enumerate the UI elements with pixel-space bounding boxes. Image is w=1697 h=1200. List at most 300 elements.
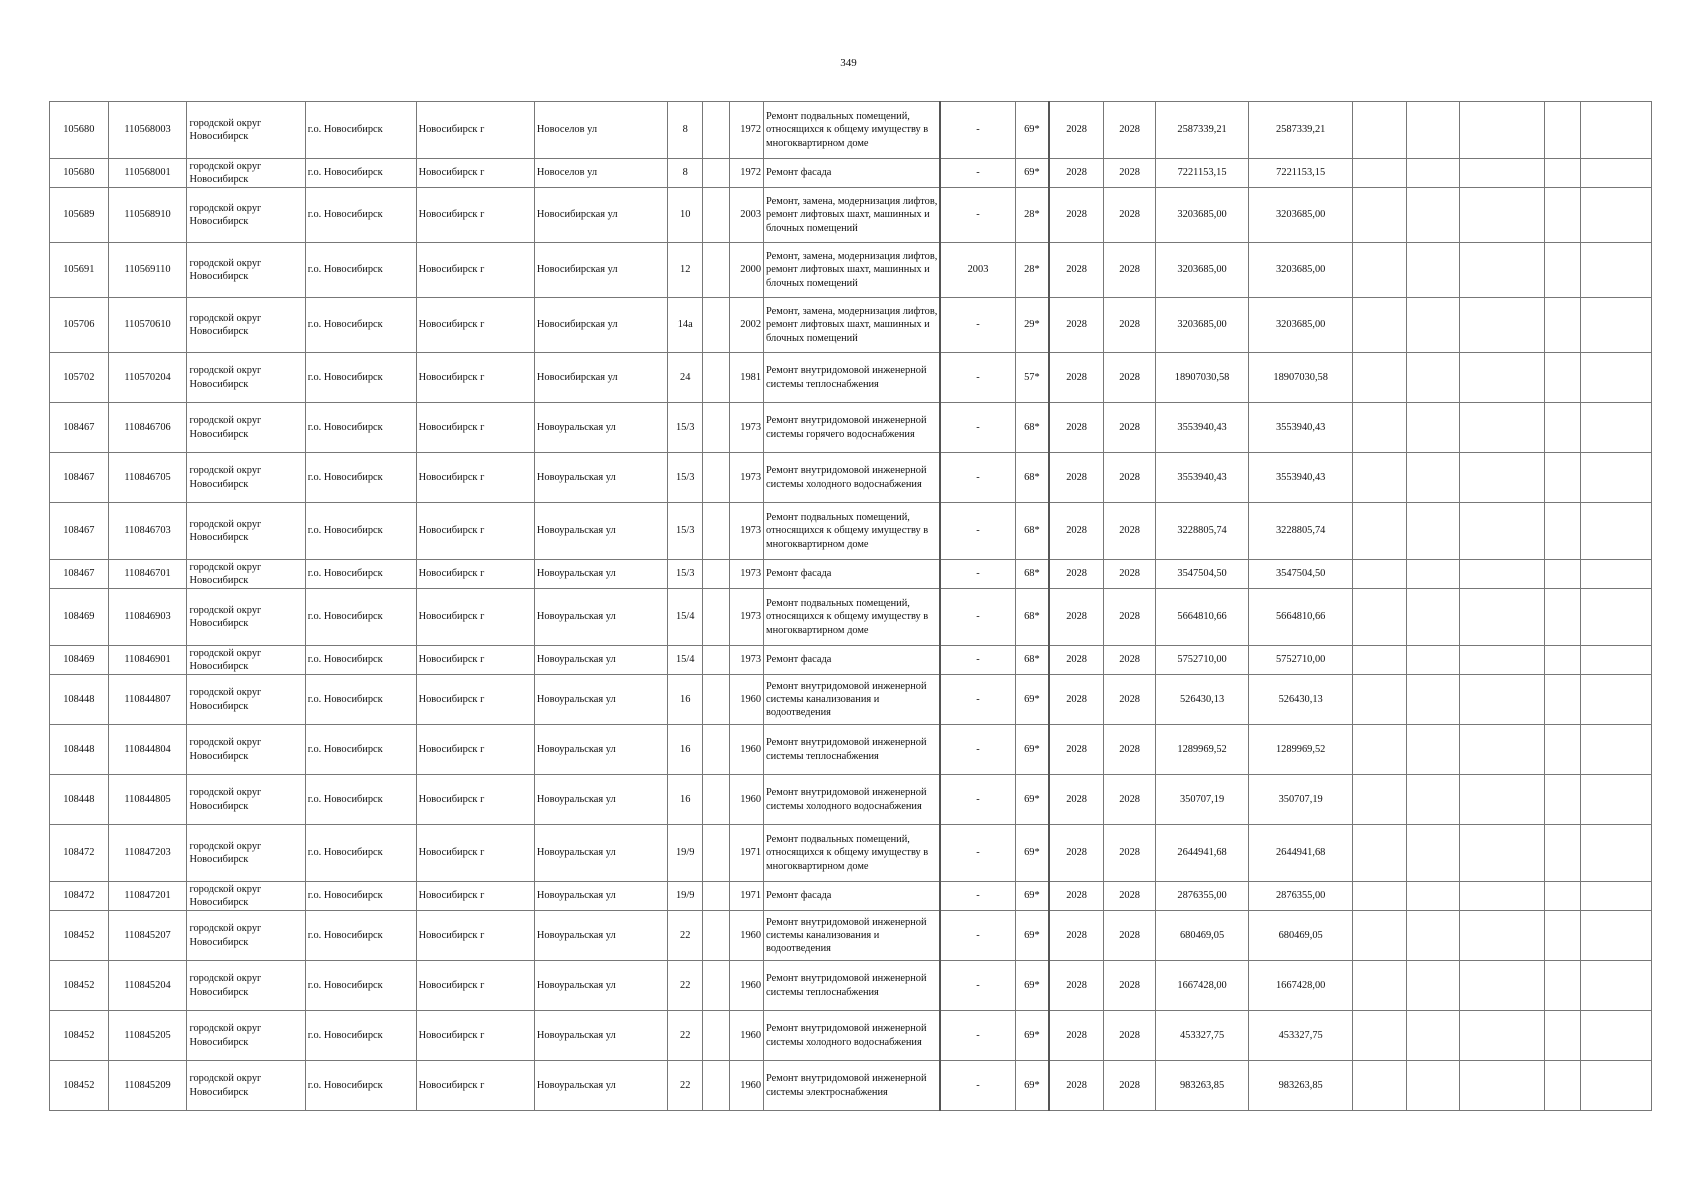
- previous-repair-year: -: [940, 911, 1015, 961]
- wear-percent: 57*: [1015, 353, 1049, 403]
- row-code: 110845205: [108, 1011, 187, 1061]
- build-year: 1972: [729, 159, 763, 188]
- cost-total: 1667428,00: [1156, 961, 1249, 1011]
- empty-cell: [1406, 353, 1459, 403]
- work-type: Ремонт подвальных помещений, относящихся к общему имуществу в многоквартирном доме: [764, 825, 941, 882]
- empty-cell: [1406, 453, 1459, 503]
- previous-repair-year: -: [940, 159, 1015, 188]
- cost-fund: 453327,75: [1248, 1011, 1352, 1061]
- empty-cell: [1353, 725, 1406, 775]
- empty-cell: [1545, 646, 1581, 675]
- house-number: 16: [668, 725, 703, 775]
- cost-total: 3553940,43: [1156, 403, 1249, 453]
- empty-cell: [1545, 882, 1581, 911]
- empty-cell: [1406, 725, 1459, 775]
- wear-percent: 69*: [1015, 725, 1049, 775]
- street: Новосибирская ул: [534, 353, 667, 403]
- row-code: 110568003: [108, 102, 187, 159]
- previous-repair-year: -: [940, 353, 1015, 403]
- house-number: 19/9: [668, 825, 703, 882]
- table-row: [50, 503, 1652, 560]
- plan-year-start: 2028: [1049, 102, 1103, 159]
- previous-repair-year: -: [940, 403, 1015, 453]
- row-id: 108467: [50, 503, 109, 560]
- district: г.о. Новосибирск: [305, 825, 416, 882]
- build-year: 1972: [729, 102, 763, 159]
- table-row: [50, 102, 1652, 159]
- build-year: 1973: [729, 453, 763, 503]
- cost-total: 983263,85: [1156, 1061, 1249, 1111]
- row-id: 108452: [50, 911, 109, 961]
- previous-repair-year: -: [940, 961, 1015, 1011]
- cost-fund: 3203685,00: [1248, 298, 1352, 353]
- table-row: [50, 353, 1652, 403]
- plan-year-end: 2028: [1104, 961, 1156, 1011]
- wear-percent: 69*: [1015, 825, 1049, 882]
- wear-percent: 69*: [1015, 159, 1049, 188]
- row-id: 105691: [50, 243, 109, 298]
- work-type: Ремонт внутридомовой инженерной системы электроснабжения: [764, 1061, 941, 1111]
- municipality: городской округ Новосибирск: [187, 1061, 305, 1111]
- row-id: 105680: [50, 102, 109, 159]
- empty-cell: [1406, 882, 1459, 911]
- cost-fund: 2644941,68: [1248, 825, 1352, 882]
- empty-cell: [1581, 560, 1652, 589]
- wear-percent: 68*: [1015, 646, 1049, 675]
- street: Новоуральская ул: [534, 560, 667, 589]
- work-type: Ремонт внутридомовой инженерной системы теплоснабжения: [764, 725, 941, 775]
- previous-repair-year: -: [940, 882, 1015, 911]
- cost-fund: 7221153,15: [1248, 159, 1352, 188]
- row-code: 110845204: [108, 961, 187, 1011]
- work-type: Ремонт фасада: [764, 159, 941, 188]
- empty-cell: [1406, 646, 1459, 675]
- empty-cell: [1581, 775, 1652, 825]
- house-letter: [703, 403, 730, 453]
- municipality: городской округ Новосибирск: [187, 1011, 305, 1061]
- house-number: 22: [668, 961, 703, 1011]
- cost-fund: 3547504,50: [1248, 560, 1352, 589]
- row-code: 110568001: [108, 159, 187, 188]
- plan-year-start: 2028: [1049, 675, 1103, 725]
- city: Новосибирск г: [416, 102, 534, 159]
- municipality: городской округ Новосибирск: [187, 725, 305, 775]
- empty-cell: [1581, 882, 1652, 911]
- work-type: Ремонт, замена, модернизация лифтов, ремонт лифтовых шахт, машинных и блочных помещений: [764, 188, 941, 243]
- empty-cell: [1406, 589, 1459, 646]
- row-code: 110847201: [108, 882, 187, 911]
- row-code: 110569110: [108, 243, 187, 298]
- empty-cell: [1581, 403, 1652, 453]
- previous-repair-year: -: [940, 503, 1015, 560]
- municipality: городской округ Новосибирск: [187, 243, 305, 298]
- wear-percent: 69*: [1015, 1011, 1049, 1061]
- build-year: 1960: [729, 725, 763, 775]
- street: Новоуральская ул: [534, 646, 667, 675]
- build-year: 1960: [729, 1061, 763, 1111]
- row-code: 110846705: [108, 453, 187, 503]
- district: г.о. Новосибирск: [305, 453, 416, 503]
- wear-percent: 68*: [1015, 403, 1049, 453]
- empty-cell: [1545, 243, 1581, 298]
- build-year: 2003: [729, 188, 763, 243]
- table-row: [50, 243, 1652, 298]
- plan-year-start: 2028: [1049, 298, 1103, 353]
- table-row: [50, 646, 1652, 675]
- city: Новосибирск г: [416, 188, 534, 243]
- table-row: [50, 825, 1652, 882]
- city: Новосибирск г: [416, 825, 534, 882]
- table-row: [50, 1011, 1652, 1061]
- plan-year-end: 2028: [1104, 675, 1156, 725]
- row-id: 108469: [50, 646, 109, 675]
- empty-cell: [1353, 589, 1406, 646]
- table-row: [50, 298, 1652, 353]
- house-letter: [703, 911, 730, 961]
- street: Новоуральская ул: [534, 961, 667, 1011]
- wear-percent: 69*: [1015, 961, 1049, 1011]
- municipality: городской округ Новосибирск: [187, 825, 305, 882]
- district: г.о. Новосибирск: [305, 589, 416, 646]
- city: Новосибирск г: [416, 911, 534, 961]
- build-year: 1960: [729, 775, 763, 825]
- build-year: 1973: [729, 560, 763, 589]
- house-letter: [703, 961, 730, 1011]
- municipality: городской округ Новосибирск: [187, 503, 305, 560]
- municipality: городской округ Новосибирск: [187, 560, 305, 589]
- cost-total: 1289969,52: [1156, 725, 1249, 775]
- row-code: 110570204: [108, 353, 187, 403]
- district: г.о. Новосибирск: [305, 298, 416, 353]
- street: Новоуральская ул: [534, 825, 667, 882]
- previous-repair-year: -: [940, 1011, 1015, 1061]
- house-letter: [703, 188, 730, 243]
- previous-repair-year: -: [940, 825, 1015, 882]
- empty-cell: [1581, 725, 1652, 775]
- house-letter: [703, 298, 730, 353]
- wear-percent: 68*: [1015, 503, 1049, 560]
- street: Новосибирская ул: [534, 188, 667, 243]
- municipality: городской округ Новосибирск: [187, 102, 305, 159]
- previous-repair-year: -: [940, 589, 1015, 646]
- street: Новоуральская ул: [534, 1061, 667, 1111]
- plan-year-end: 2028: [1104, 911, 1156, 961]
- district: г.о. Новосибирск: [305, 403, 416, 453]
- house-letter: [703, 243, 730, 298]
- previous-repair-year: -: [940, 453, 1015, 503]
- plan-year-end: 2028: [1104, 589, 1156, 646]
- empty-cell: [1545, 353, 1581, 403]
- cost-total: 680469,05: [1156, 911, 1249, 961]
- previous-repair-year: -: [940, 560, 1015, 589]
- street: Новоуральская ул: [534, 725, 667, 775]
- cost-fund: 526430,13: [1248, 675, 1352, 725]
- row-code: 110846903: [108, 589, 187, 646]
- city: Новосибирск г: [416, 1061, 534, 1111]
- work-type: Ремонт внутридомовой инженерной системы канализования и водоотведения: [764, 675, 941, 725]
- district: г.о. Новосибирск: [305, 725, 416, 775]
- house-letter: [703, 1061, 730, 1111]
- cost-total: 3203685,00: [1156, 188, 1249, 243]
- empty-cell: [1459, 961, 1544, 1011]
- house-number: 14а: [668, 298, 703, 353]
- table-row: [50, 961, 1652, 1011]
- cost-fund: 3228805,74: [1248, 503, 1352, 560]
- cost-total: 3228805,74: [1156, 503, 1249, 560]
- work-type: Ремонт, замена, модернизация лифтов, ремонт лифтовых шахт, машинных и блочных помещений: [764, 243, 941, 298]
- house-letter: [703, 725, 730, 775]
- city: Новосибирск г: [416, 775, 534, 825]
- previous-repair-year: -: [940, 1061, 1015, 1111]
- empty-cell: [1545, 725, 1581, 775]
- district: г.о. Новосибирск: [305, 775, 416, 825]
- district: г.о. Новосибирск: [305, 1011, 416, 1061]
- house-letter: [703, 102, 730, 159]
- empty-cell: [1406, 675, 1459, 725]
- work-type: Ремонт внутридомовой инженерной системы холодного водоснабжения: [764, 775, 941, 825]
- build-year: 1960: [729, 1011, 763, 1061]
- house-number: 16: [668, 675, 703, 725]
- street: Новоуральская ул: [534, 1011, 667, 1061]
- plan-year-start: 2028: [1049, 1061, 1103, 1111]
- house-letter: [703, 453, 730, 503]
- build-year: 1960: [729, 911, 763, 961]
- street: Новоуральская ул: [534, 453, 667, 503]
- district: г.о. Новосибирск: [305, 188, 416, 243]
- row-code: 110846901: [108, 646, 187, 675]
- empty-cell: [1459, 503, 1544, 560]
- cost-total: 5752710,00: [1156, 646, 1249, 675]
- plan-year-start: 2028: [1049, 188, 1103, 243]
- row-id: 105689: [50, 188, 109, 243]
- table-row: [50, 188, 1652, 243]
- empty-cell: [1581, 675, 1652, 725]
- build-year: 1973: [729, 403, 763, 453]
- empty-cell: [1545, 911, 1581, 961]
- cost-total: 2587339,21: [1156, 102, 1249, 159]
- cost-fund: 3203685,00: [1248, 188, 1352, 243]
- cost-fund: 983263,85: [1248, 1061, 1352, 1111]
- city: Новосибирск г: [416, 453, 534, 503]
- empty-cell: [1459, 1011, 1544, 1061]
- empty-cell: [1459, 911, 1544, 961]
- row-code: 110844807: [108, 675, 187, 725]
- city: Новосибирск г: [416, 882, 534, 911]
- cost-fund: 1667428,00: [1248, 961, 1352, 1011]
- district: г.о. Новосибирск: [305, 961, 416, 1011]
- plan-year-end: 2028: [1104, 298, 1156, 353]
- empty-cell: [1545, 102, 1581, 159]
- street: Новоуральская ул: [534, 503, 667, 560]
- work-type: Ремонт подвальных помещений, относящихся к общему имуществу в многоквартирном доме: [764, 589, 941, 646]
- city: Новосибирск г: [416, 961, 534, 1011]
- empty-cell: [1545, 1061, 1581, 1111]
- house-number: 8: [668, 159, 703, 188]
- build-year: 1973: [729, 503, 763, 560]
- empty-cell: [1353, 882, 1406, 911]
- wear-percent: 68*: [1015, 453, 1049, 503]
- plan-year-end: 2028: [1104, 403, 1156, 453]
- cost-fund: 680469,05: [1248, 911, 1352, 961]
- house-number: 22: [668, 1011, 703, 1061]
- work-type: Ремонт внутридомовой инженерной системы холодного водоснабжения: [764, 1011, 941, 1061]
- plan-year-end: 2028: [1104, 725, 1156, 775]
- plan-year-end: 2028: [1104, 825, 1156, 882]
- previous-repair-year: -: [940, 725, 1015, 775]
- row-id: 108448: [50, 675, 109, 725]
- empty-cell: [1406, 159, 1459, 188]
- empty-cell: [1581, 503, 1652, 560]
- empty-cell: [1581, 188, 1652, 243]
- row-id: 108467: [50, 403, 109, 453]
- street: Новосибирская ул: [534, 243, 667, 298]
- row-code: 110568910: [108, 188, 187, 243]
- plan-year-end: 2028: [1104, 1061, 1156, 1111]
- cost-total: 2644941,68: [1156, 825, 1249, 882]
- empty-cell: [1459, 589, 1544, 646]
- empty-cell: [1406, 243, 1459, 298]
- build-year: 1973: [729, 646, 763, 675]
- build-year: 1981: [729, 353, 763, 403]
- empty-cell: [1459, 403, 1544, 453]
- cost-fund: 5752710,00: [1248, 646, 1352, 675]
- cost-total: 3553940,43: [1156, 453, 1249, 503]
- empty-cell: [1353, 243, 1406, 298]
- empty-cell: [1406, 188, 1459, 243]
- row-code: 110844804: [108, 725, 187, 775]
- cost-total: 453327,75: [1156, 1011, 1249, 1061]
- empty-cell: [1406, 298, 1459, 353]
- empty-cell: [1406, 775, 1459, 825]
- cost-total: 350707,19: [1156, 775, 1249, 825]
- row-id: 108472: [50, 825, 109, 882]
- cost-fund: 3203685,00: [1248, 243, 1352, 298]
- plan-year-start: 2028: [1049, 403, 1103, 453]
- house-letter: [703, 353, 730, 403]
- street: Новоуральская ул: [534, 882, 667, 911]
- house-number: 24: [668, 353, 703, 403]
- house-number: 15/3: [668, 453, 703, 503]
- empty-cell: [1581, 159, 1652, 188]
- empty-cell: [1581, 1011, 1652, 1061]
- empty-cell: [1459, 560, 1544, 589]
- plan-year-start: 2028: [1049, 775, 1103, 825]
- work-type: Ремонт фасада: [764, 560, 941, 589]
- municipality: городской округ Новосибирск: [187, 646, 305, 675]
- empty-cell: [1406, 503, 1459, 560]
- district: г.о. Новосибирск: [305, 911, 416, 961]
- district: г.о. Новосибирск: [305, 675, 416, 725]
- street: Новоселов ул: [534, 102, 667, 159]
- empty-cell: [1353, 911, 1406, 961]
- house-number: 19/9: [668, 882, 703, 911]
- previous-repair-year: -: [940, 775, 1015, 825]
- empty-cell: [1406, 825, 1459, 882]
- municipality: городской округ Новосибирск: [187, 961, 305, 1011]
- work-type: Ремонт фасада: [764, 646, 941, 675]
- empty-cell: [1406, 911, 1459, 961]
- house-letter: [703, 589, 730, 646]
- house-number: 15/3: [668, 560, 703, 589]
- row-id: 108452: [50, 961, 109, 1011]
- district: г.о. Новосибирск: [305, 102, 416, 159]
- build-year: 1960: [729, 675, 763, 725]
- municipality: городской округ Новосибирск: [187, 188, 305, 243]
- empty-cell: [1459, 102, 1544, 159]
- empty-cell: [1353, 453, 1406, 503]
- page-number: 349: [840, 57, 857, 69]
- cost-fund: 18907030,58: [1248, 353, 1352, 403]
- empty-cell: [1581, 961, 1652, 1011]
- empty-cell: [1353, 825, 1406, 882]
- plan-year-end: 2028: [1104, 560, 1156, 589]
- house-number: 10: [668, 188, 703, 243]
- house-letter: [703, 646, 730, 675]
- house-number: 22: [668, 1061, 703, 1111]
- district: г.о. Новосибирск: [305, 560, 416, 589]
- row-id: 105680: [50, 159, 109, 188]
- row-id: 108469: [50, 589, 109, 646]
- table-row: [50, 560, 1652, 589]
- empty-cell: [1459, 243, 1544, 298]
- empty-cell: [1406, 961, 1459, 1011]
- municipality: городской округ Новосибирск: [187, 675, 305, 725]
- row-code: 110570610: [108, 298, 187, 353]
- table-row: [50, 1061, 1652, 1111]
- wear-percent: 69*: [1015, 102, 1049, 159]
- cost-fund: 2587339,21: [1248, 102, 1352, 159]
- wear-percent: 69*: [1015, 675, 1049, 725]
- municipality: городской округ Новосибирск: [187, 159, 305, 188]
- city: Новосибирск г: [416, 353, 534, 403]
- empty-cell: [1581, 298, 1652, 353]
- row-id: 105706: [50, 298, 109, 353]
- wear-percent: 28*: [1015, 188, 1049, 243]
- row-id: 108467: [50, 453, 109, 503]
- table-row: [50, 725, 1652, 775]
- house-letter: [703, 503, 730, 560]
- plan-year-start: 2028: [1049, 159, 1103, 188]
- wear-percent: 69*: [1015, 775, 1049, 825]
- empty-cell: [1459, 775, 1544, 825]
- empty-cell: [1581, 453, 1652, 503]
- plan-year-start: 2028: [1049, 453, 1103, 503]
- district: г.о. Новосибирск: [305, 159, 416, 188]
- plan-year-start: 2028: [1049, 725, 1103, 775]
- house-number: 15/3: [668, 503, 703, 560]
- district: г.о. Новосибирск: [305, 646, 416, 675]
- plan-year-start: 2028: [1049, 560, 1103, 589]
- empty-cell: [1459, 1061, 1544, 1111]
- previous-repair-year: -: [940, 188, 1015, 243]
- cost-total: 18907030,58: [1156, 353, 1249, 403]
- empty-cell: [1406, 560, 1459, 589]
- empty-cell: [1353, 503, 1406, 560]
- row-code: 110846701: [108, 560, 187, 589]
- empty-cell: [1353, 159, 1406, 188]
- street: Новоуральская ул: [534, 403, 667, 453]
- work-type: Ремонт подвальных помещений, относящихся к общему имуществу в многоквартирном доме: [764, 503, 941, 560]
- table-row: [50, 403, 1652, 453]
- row-code: 110845209: [108, 1061, 187, 1111]
- city: Новосибирск г: [416, 243, 534, 298]
- empty-cell: [1406, 102, 1459, 159]
- plan-year-start: 2028: [1049, 911, 1103, 961]
- plan-year-end: 2028: [1104, 453, 1156, 503]
- empty-cell: [1581, 102, 1652, 159]
- row-id: 108467: [50, 560, 109, 589]
- row-id: 108448: [50, 775, 109, 825]
